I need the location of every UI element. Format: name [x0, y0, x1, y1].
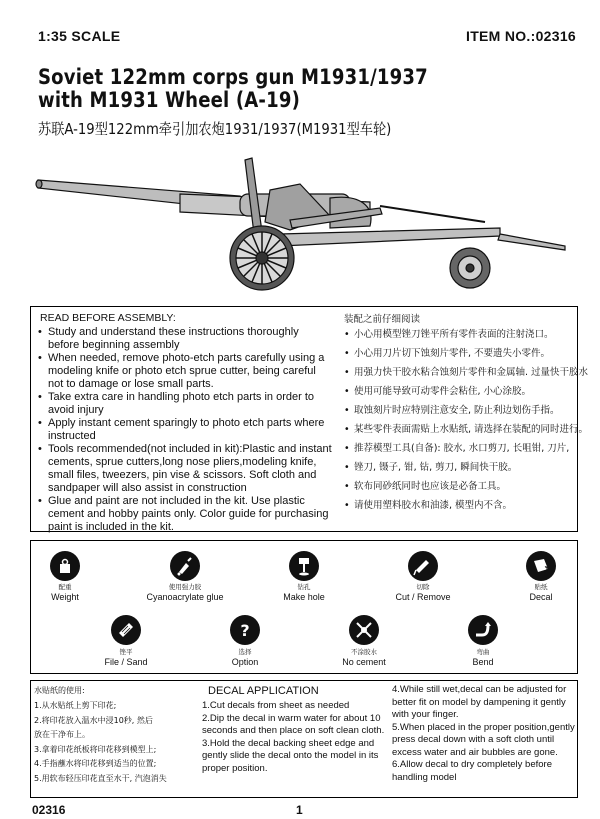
cyanoacrylate-glue-icon	[170, 551, 200, 581]
list-item: • Glue and paint are not included in the kit. Use plastic cement and hobby paints only. Color guide for purchasing paint is included in the kit.	[36, 495, 332, 534]
list-item: • 软布同砂纸同时也应该是必备工具。	[344, 477, 574, 496]
cut-remove-icon	[408, 551, 438, 581]
cut-remove-caption: 切除 Cut / Remove	[395, 583, 451, 602]
weight-icon	[50, 551, 80, 581]
list-item: • 小心用刀片切下蚀刻片零件, 不要遗失小零件。	[344, 344, 574, 363]
read-before-list	[36, 326, 332, 534]
footer-item-number: 02316	[32, 803, 66, 817]
cyanoacrylate-glue-caption: 使用强力胶 Cyanoacrylate glue	[146, 583, 224, 602]
gun-illustration	[30, 150, 580, 300]
title-chinese: 苏联A-19型122mm牵引加农炮1931/1937(M1931型车轮)	[38, 120, 392, 138]
decal-heading-cn: 水贴纸的使用:	[34, 686, 85, 695]
make-hole-caption: 钻孔 Make hole	[283, 583, 325, 602]
decal-heading: DECAL APPLICATION	[208, 685, 319, 697]
list-item: 4.While still wet,decal can be adjusted for better fit on model by dampening it gently with your finger.	[392, 684, 567, 720]
file-sand-icon	[111, 615, 141, 645]
decal-caption: 贴纸 Decal	[529, 583, 553, 602]
list-item: 3.拿着印花纸板将印花移到模型上;	[34, 744, 157, 754]
list-item: 2.将印花放入温水中浸10秒, 然后	[34, 715, 153, 725]
option-icon	[230, 615, 260, 645]
list-item: 放在干净布上。	[34, 730, 90, 739]
list-item: 2.Dip the decal in warm water for about 10 seconds and then place on soft clean cloth.	[202, 712, 385, 736]
list-item: • Take extra care in handling photo etch parts in order to avoid injury	[36, 391, 332, 417]
list-item: • 用强力快干胶水粘合蚀刻片零件和金属轴. 过量快干胶水	[344, 363, 574, 382]
list-item: 1.从水贴纸上剪下印花;	[34, 701, 117, 710]
list-item: • 锉刀, 镊子, 钳, 钻, 剪刀, 瞬间快干胶。	[344, 458, 574, 477]
list-item: • When needed, remove photo-etch parts carefully using a modeling knife or photo etch sprue cutter, being careful not to damage or lose small parts.	[36, 352, 332, 391]
page-number: 1	[296, 803, 303, 817]
list-item: 3.Hold the decal backing sheet edge and gently slide the decal onto the model in its proper position.	[202, 737, 379, 774]
list-item: • 取蚀刻片时应特别注意安全, 防止利边划伤手指。	[344, 401, 574, 420]
no-cement-icon	[349, 615, 379, 645]
file-sand-caption: 锉平 File / Sand	[104, 648, 148, 667]
list-item: • 某些零件表面需贴上水贴纸, 请选择在装配的同时进行。	[344, 420, 574, 439]
list-item: • Apply instant cement sparingly to photo etch parts where instructed	[36, 417, 332, 443]
decal-steps-right	[392, 684, 576, 784]
bend-caption: 弯曲 Bend	[472, 648, 494, 667]
read-before-heading: READ BEFORE ASSEMBLY:	[40, 312, 176, 324]
list-item: 1.Cut decals from sheet as needed	[202, 700, 350, 711]
decal-steps-cn	[34, 699, 167, 786]
title-line-1: Soviet 122mm corps gun M1931/1937	[38, 65, 428, 89]
make-hole-icon	[289, 551, 319, 581]
option-caption: 选择 Option	[231, 648, 259, 667]
list-item: • 小心用模型锉刀锉平所有零件表面的注射浇口。	[344, 325, 574, 344]
item-number: ITEM NO.:02316	[466, 28, 577, 44]
decal-icon	[526, 551, 556, 581]
list-item: 6.Allow decal to dry completely before handling model	[392, 759, 552, 783]
list-item: • 请使用塑料胶水和油漆, 模型内不含。	[344, 496, 574, 515]
decal-steps-left	[202, 700, 390, 775]
list-item: 5.When placed in the proper position,gently press decal down with a soft cloth until excess water and air bubbles are gone.	[392, 721, 575, 758]
list-item: 4.手指蘸水将印花移到适当的位置;	[34, 759, 157, 768]
list-item: • 推荐模型工具(自备): 胶水, 水口剪刀, 长咀钳, 刀片,	[344, 439, 574, 458]
no-cement-caption: 不涂胶水 No cement	[342, 648, 386, 667]
read-before-heading-cn: 装配之前仔细阅读	[344, 314, 421, 325]
scale-label: 1:35 SCALE	[38, 28, 121, 44]
read-before-list-cn	[344, 325, 589, 515]
list-item: • Tools recommended(not included in kit):Plastic and instant cements, sprue cutters,long nose pliers,modeling knife, small files, tweezers, pin vise & scissors. Soft cloth and sandpaper will also assist in construction	[36, 443, 332, 495]
list-item: • Study and understand these instructions thoroughly before beginning assembly	[36, 326, 332, 352]
list-item: • 使用可能导致可动零件会粘住, 小心涂胶。	[344, 382, 574, 401]
list-item: 5.用软布轻压印花直至水干, 汽泡消失	[34, 773, 167, 783]
bend-icon	[468, 615, 498, 645]
title-line-2: with M1931 Wheel (A-19)	[38, 88, 301, 112]
svg-text:?: ?	[240, 621, 250, 640]
weight-caption: 配重 Weight	[51, 583, 79, 602]
